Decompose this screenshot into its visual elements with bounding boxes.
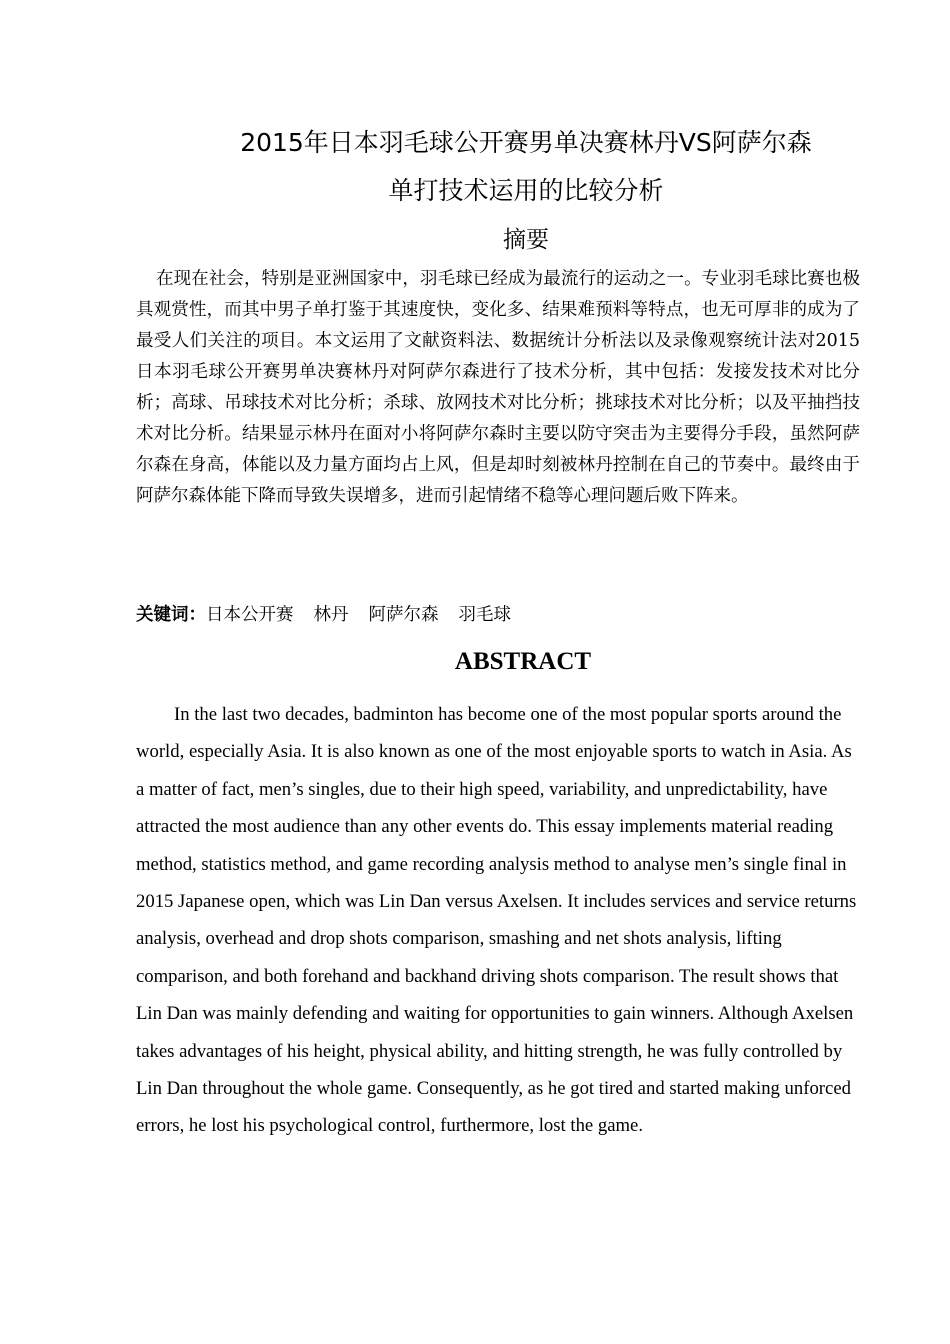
english-abstract-heading: ABSTRACT [454, 648, 592, 675]
keywords-line [136, 600, 860, 630]
keywords-label: 关键词： [136, 605, 206, 625]
chinese-abstract-heading: 摘要 [503, 227, 549, 253]
keyword-item: 阿萨尔森 [368, 605, 439, 625]
chinese-abstract-body: 在现在社会，特别是亚洲国家中，羽毛球已经成为最流行的运动之一。专业羽毛球比赛也极具观赏性，而其中男子单打鉴于其速度快，变化多、结果难预料等特点，也无可厚非的成为了最受人们关注的项目。本文运用了文献资料法、数据统计分析法以及录像观察统计法对2015日本羽毛球公开赛男单决赛林丹对阿萨尔森进行了技术分析，其中包括：发接发技术对比分析；高球、吊球技术对比分析；杀球、放网技术对比分析；挑球技术对比分析；以及平抽挡技术对比分析。结果显示林丹在面对小将阿萨尔森时主要以防守突击为主要得分手段，虽然阿萨尔森在身高，体能以及力量方面均占上风，但是却时刻被林丹控制在自己的节奏中。最终由于阿萨尔森体能下降而导致失误增多，进而引起情绪不稳等心理问题后败下阵来。 [136, 269, 860, 506]
keyword-item: 羽毛球 [458, 605, 511, 625]
english-abstract-body: In the last two decades, badminton has become one of the most popular sports around the world, especially Asia. It is also known as one of the most enjoyable sports to watch in Asia. As a matter of fact, men’s singles, due to their high speed, variability, and unpredictability, have attracted the most audience than any other events do. This essay implements material reading method, statistics method, and game recording analysis method to analyse men’s single final in 2015 Japanese open, which was Lin Dan versus Axelsen. It includes services and service returns analysis, overhead and drop shots comparison, smashing and net shots analysis, lifting comparison, and both forehand and backhand driving shots comparison. The result shows that Lin Dan was mainly defending and waiting for opportunities to gain winners. Although Axelsen takes advantages of his height, physical ability, and hitting strength, he was fully controlled by Lin Dan throughout the whole game. Consequently, as he got tired and started making unforced errors, he lost his psychological control, furthermore, lost the game. [136, 704, 857, 1137]
keyword-item: 林丹 [313, 605, 349, 625]
document-title-line-2: 单打技术运用的比较分析 [388, 176, 664, 205]
keyword-item: 日本公开赛 [206, 605, 294, 625]
document-title-line-1: 2015年日本羽毛球公开赛男单决赛林丹VS阿萨尔森 [240, 128, 812, 157]
